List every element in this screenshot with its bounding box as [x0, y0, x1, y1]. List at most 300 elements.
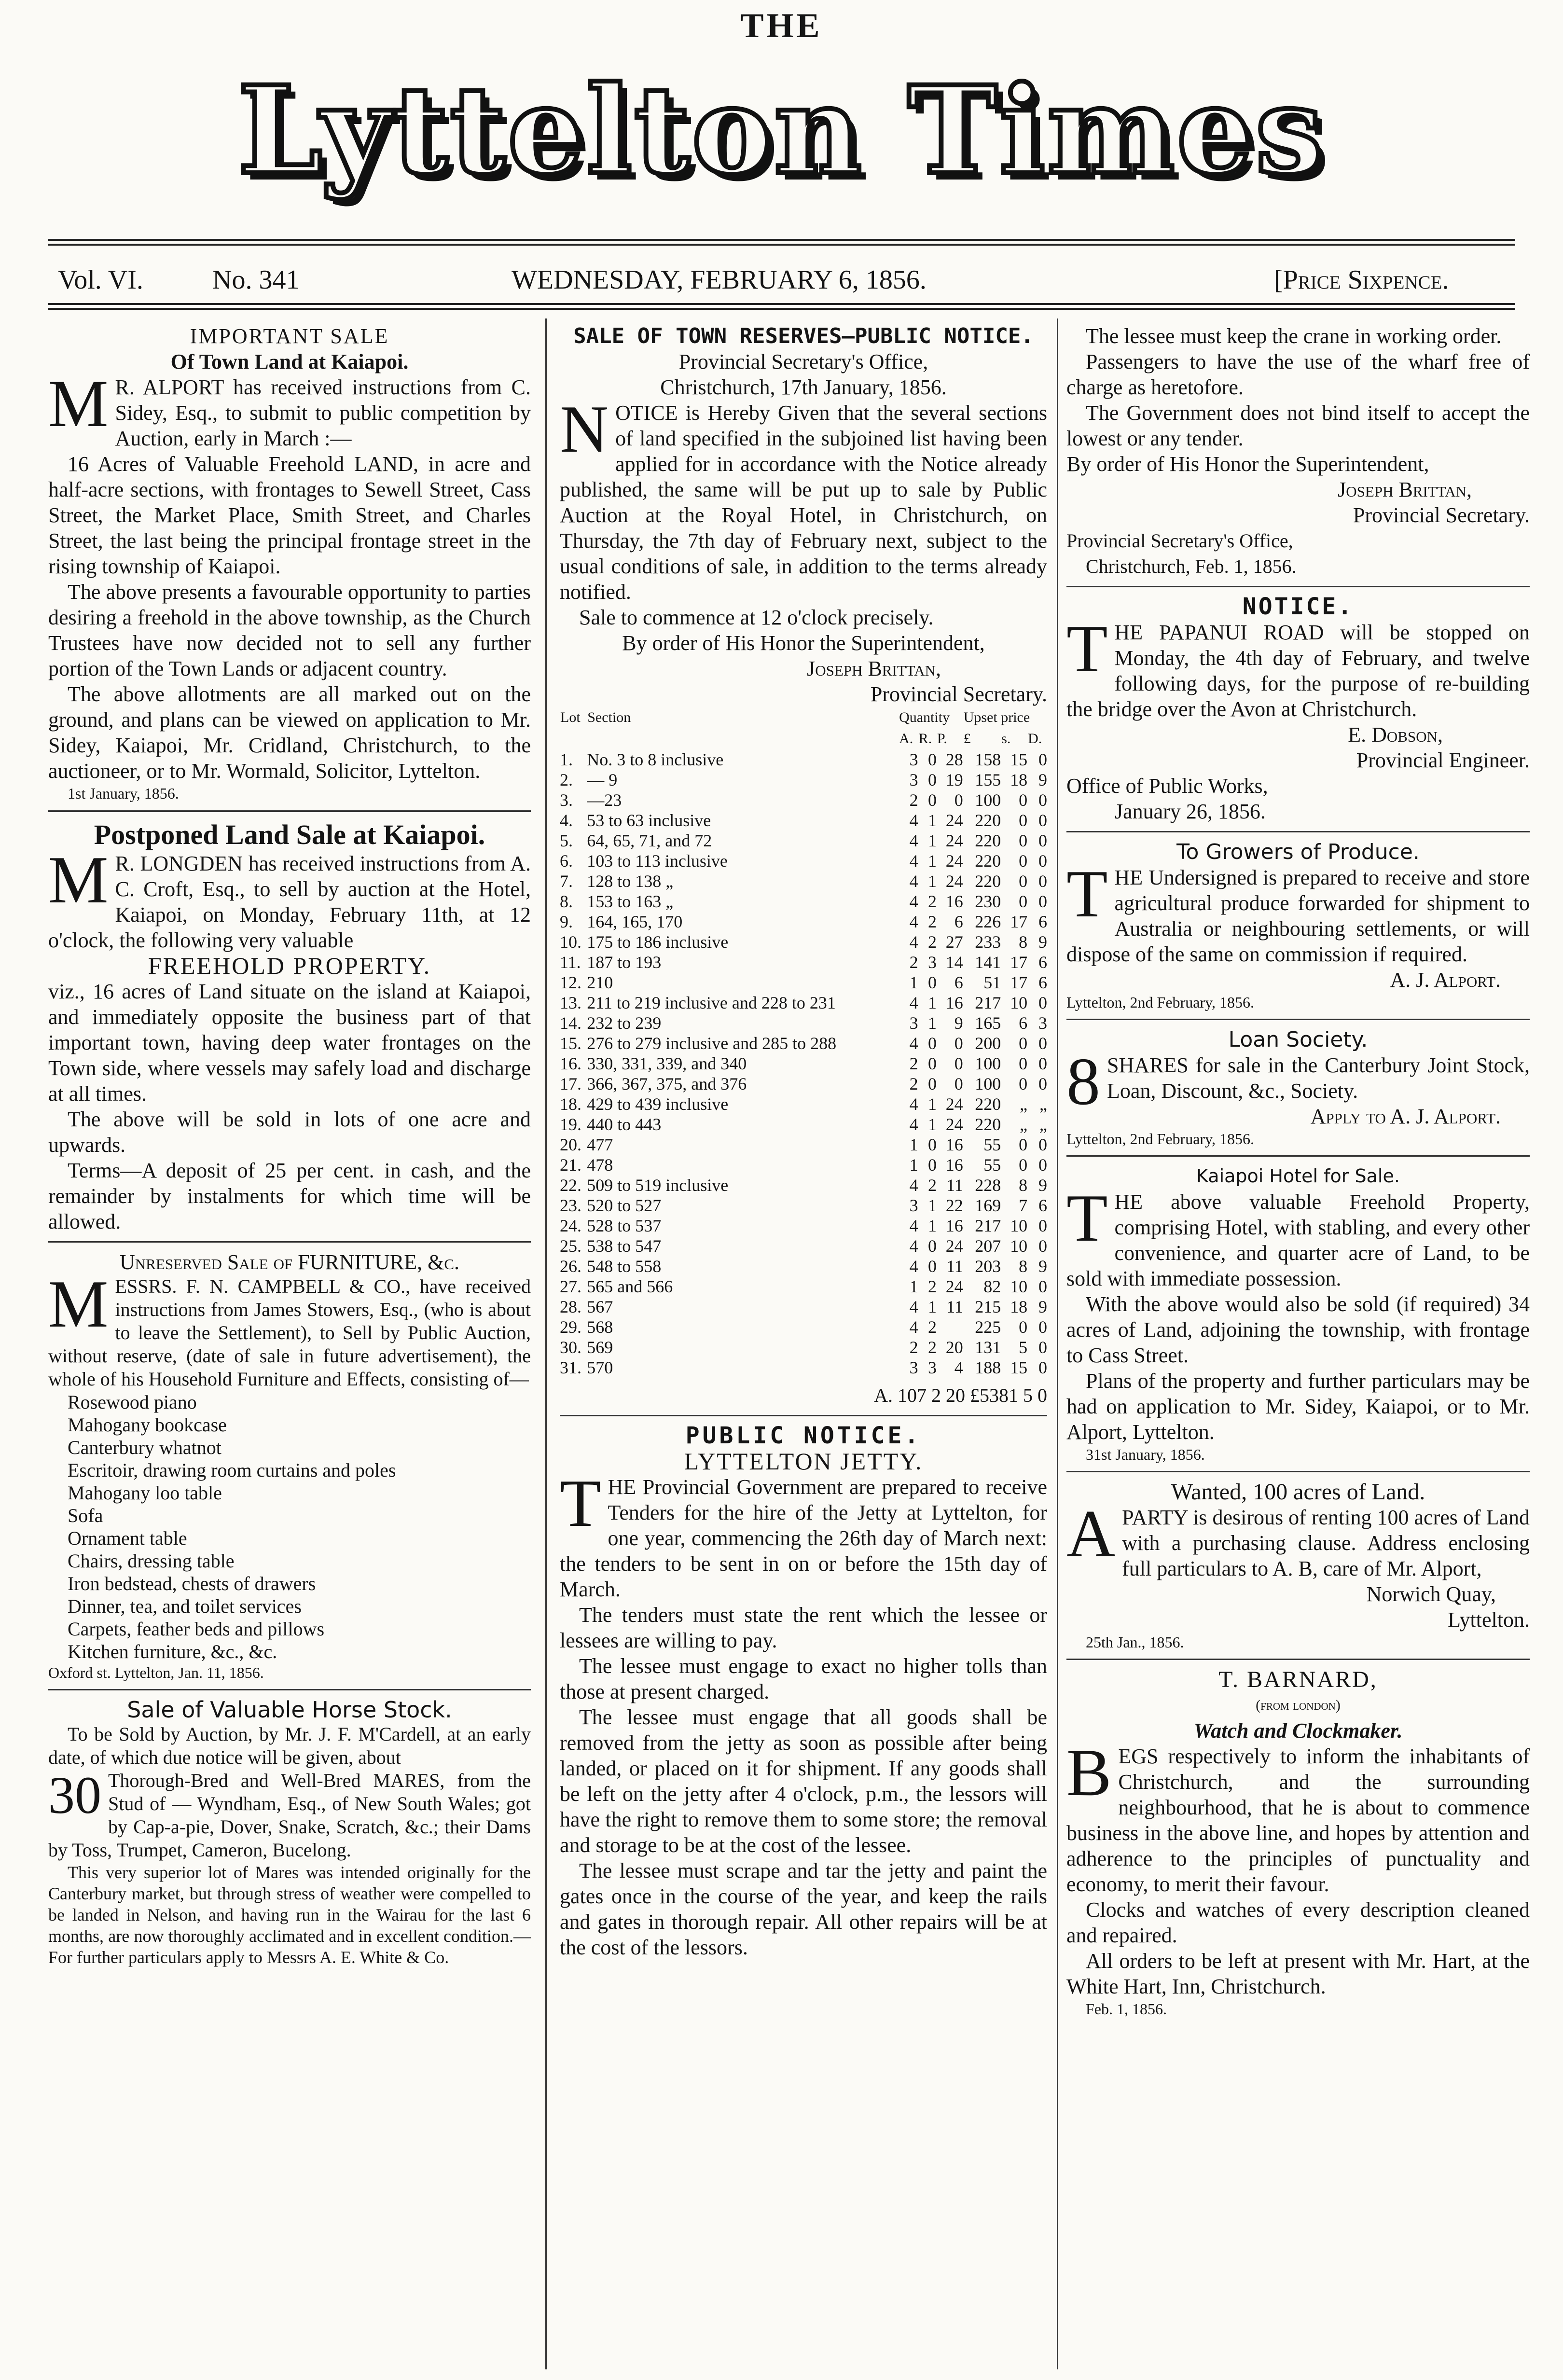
ad-barnard-watchmaker: [1066, 1667, 1530, 2019]
value-cell: 9: [1038, 932, 1047, 952]
value-cell: 0: [1019, 892, 1028, 911]
price: [Price Sixpence.: [1274, 265, 1449, 295]
ad-text: viz., 16 acres of Land situate on the island at Kaiapoi, and immediately opposite the business part of that important town, having deep water frontages on the Town side, where vessels may safely load and discharge at all times.: [48, 980, 531, 1106]
lot-number: 24.: [560, 1216, 581, 1235]
drop-cap: A: [1066, 1496, 1116, 1571]
ad-text: The above will be sold in lots of one acre and upwards.: [48, 1107, 531, 1157]
value-cell: 0: [928, 1257, 937, 1276]
issue-number: No. 341: [212, 265, 300, 295]
value-cell: 19: [945, 770, 963, 789]
table-row: [560, 1236, 1047, 1256]
separator: [48, 1241, 531, 1243]
value-cell: 7: [1019, 1196, 1028, 1215]
value-cell: 24: [945, 831, 963, 850]
value-cell: 6: [954, 912, 963, 931]
value-cell: 2: [928, 932, 937, 952]
table-row: [560, 1094, 1047, 1114]
value-cell: 2: [909, 953, 918, 972]
section-cell: 187 to 193: [587, 953, 662, 972]
list-item: Iron bedstead, chests of drawers: [68, 1573, 316, 1594]
table-row: [560, 1013, 1047, 1033]
value-cell: „: [1039, 1094, 1047, 1114]
value-cell: 6: [1019, 1013, 1028, 1033]
value-cell: 217: [975, 1216, 1001, 1235]
value-cell: 0: [1038, 831, 1047, 850]
lot-number: 5.: [560, 831, 573, 850]
lot-number: 30.: [560, 1338, 581, 1357]
signature-name: E. Dobson,: [1348, 723, 1443, 747]
value-cell: 4: [909, 1257, 918, 1276]
value-cell: 0: [1019, 1054, 1028, 1073]
value-cell: 0: [928, 1074, 937, 1093]
drop-cap: B: [1066, 1735, 1112, 1810]
ad-growers-of-produce: [1066, 839, 1530, 1012]
ad-heading: Sale of Valuable Horse Stock.: [127, 1697, 452, 1723]
value-cell: 17: [1010, 953, 1028, 972]
value-cell: 0: [928, 750, 937, 769]
value-cell: 14: [945, 953, 963, 972]
list-item: Chairs, dressing table: [68, 1550, 235, 1572]
value-cell: 6: [1038, 973, 1047, 992]
value-cell: 0: [1019, 1034, 1028, 1053]
section-cell: 565 and 566: [587, 1277, 673, 1296]
value-cell: 1: [909, 1277, 918, 1296]
lot-number: 22.: [560, 1176, 581, 1195]
value-cell: 169: [975, 1196, 1001, 1215]
value-cell: 15: [1010, 750, 1028, 769]
signature-name: Joseph Brittan,: [1338, 478, 1472, 501]
ad-text: SHARES for sale in the Canterbury Joint Stock, Loan, Discount, &c., Society.: [1107, 1053, 1530, 1103]
table-row: [560, 1276, 1047, 1297]
drop-cap: T: [1066, 857, 1108, 931]
ad-text: HE Provincial Government are prepared to receive Tenders for the hire of the Jetty at Lyttelton, for one year, commencing the 26th day of March next: the tenders to be sent in on or before the 15th day of March.: [560, 1475, 1047, 1601]
value-cell: 3: [909, 1013, 918, 1033]
value-cell: 4: [909, 831, 918, 850]
value-cell: 188: [975, 1358, 1001, 1377]
masthead-the: THE: [740, 6, 823, 45]
value-cell: 0: [1019, 1135, 1028, 1154]
value-cell: 1: [928, 872, 937, 891]
value-cell: 1: [928, 1013, 937, 1033]
lot-number: 2.: [560, 770, 573, 789]
value-cell: 0: [1038, 1074, 1047, 1093]
value-cell: 24: [945, 1115, 963, 1134]
unit-label: s.: [1001, 731, 1011, 747]
section-cell: 153 to 163 „: [587, 892, 674, 911]
value-cell: 1: [928, 1094, 937, 1114]
value-cell: 4: [909, 872, 918, 891]
ad-subheading: LYTTELTON JETTY.: [684, 1448, 923, 1475]
section-cell: 366, 367, 375, and 376: [587, 1074, 747, 1093]
value-cell: 55: [983, 1135, 1001, 1154]
value-cell: 1: [928, 851, 937, 871]
value-cell: 0: [928, 1236, 937, 1256]
lot-number: 6.: [560, 851, 573, 871]
value-cell: 0: [1038, 790, 1047, 810]
ad-text: Thorough-Bred and Well-Bred MARES, from the Stud of — Wyndham, Esq., of New South Wales; got by Cap-a-pie, Dover, Snake, Scratch, &c.; their Dams by Toss, Trumpet, Cameron, Bucelong.: [48, 1770, 531, 1861]
value-cell: 1: [909, 1155, 918, 1175]
value-cell: 16: [945, 1155, 963, 1175]
signature-name: Joseph Brittan,: [807, 657, 941, 680]
ad-text: The tenders must state the rent which the lessee or lessees are willing to pay.: [560, 1603, 1047, 1652]
table-row: [560, 912, 1047, 932]
separator: [1066, 1019, 1530, 1020]
section-cell: 175 to 186 inclusive: [587, 932, 729, 952]
section-cell: 509 to 519 inclusive: [587, 1176, 729, 1195]
office-line: Office of Public Works,: [1066, 774, 1268, 798]
value-cell: 4: [909, 932, 918, 952]
value-cell: 100: [975, 1054, 1001, 1073]
masthead-rule-top: [48, 239, 1515, 241]
ad-date: Oxford st. Lyttelton, Jan. 11, 1856.: [48, 1664, 264, 1681]
unit-label: P.: [937, 731, 947, 747]
value-cell: 27: [945, 932, 963, 952]
value-cell: 16: [945, 1216, 963, 1235]
column-2: [560, 323, 1047, 2369]
value-cell: 100: [975, 790, 1001, 810]
value-cell: 82: [983, 1277, 1001, 1296]
lot-number: 8.: [560, 892, 573, 911]
ad-heading: Loan Society.: [1228, 1027, 1368, 1052]
ad-text: 16 Acres of Valuable Freehold LAND, in acre and half-acre sections, with frontages to Sewell Street, Cass Street, the Market Place, Smith Street, and Charles Street, the last being the principal frontage street in the rising township of Kaiapoi.: [48, 452, 531, 578]
dateline-rule: [48, 303, 1515, 305]
signature-title: Provincial Secretary.: [870, 682, 1047, 706]
ad-heading: Wanted, 100 acres of Land.: [1171, 1479, 1425, 1505]
ad-text: The Government does not bind itself to accept the lowest or any tender.: [1066, 401, 1530, 450]
list-item: Mahogany bookcase: [68, 1414, 227, 1436]
separator: [48, 810, 531, 812]
table-row: [560, 1155, 1047, 1175]
table-units-row: [560, 728, 1047, 749]
value-cell: 1: [928, 811, 937, 830]
drop-cap: T: [1066, 611, 1108, 686]
issue-date: WEDNESDAY, FEBRUARY 6, 1856.: [512, 265, 927, 295]
section-cell: 232 to 239: [587, 1013, 662, 1033]
ad-text: HE PAPANUI ROAD will be stopped on Monday, the 4th day of February, and twelve following days, for the purpose of re-building the bridge over the Avon at Christchurch.: [1066, 621, 1530, 721]
value-cell: 1: [928, 993, 937, 1012]
value-cell: 5: [1019, 1338, 1028, 1357]
value-cell: 0: [1038, 993, 1047, 1012]
column-header: Section: [587, 709, 631, 725]
table-row: [560, 891, 1047, 912]
column-divider-2: [1057, 318, 1058, 2369]
value-cell: 4: [909, 1115, 918, 1134]
ad-text: R. LONGDEN has received instructions from A. C. Croft, Esq., to sell by auction at the Hotel, Kaiapoi, on Monday, February 11th, at 12 o'clock, the following very valuable: [48, 852, 531, 952]
value-cell: 2: [928, 1176, 937, 1195]
ad-text: EGS respectively to inform the inhabitants of Christchurch, and the surrounding neighbourhood, that he is about to commence business in the above line, and hopes by attention and adherence to the principles of punctuality and economy, to merit their favour.: [1066, 1744, 1530, 1896]
table-total: A. 107 2 20 £5381 5 0: [874, 1384, 1047, 1406]
value-cell: 225: [975, 1317, 1001, 1337]
list-item: Canterbury whatnot: [68, 1437, 221, 1458]
list-item: Sofa: [68, 1505, 103, 1526]
value-cell: 0: [928, 770, 937, 789]
value-cell: 24: [945, 1277, 963, 1296]
value-cell: 155: [975, 770, 1001, 789]
ad-heading: SALE OF TOWN RESERVES—PUBLIC NOTICE.: [573, 324, 1034, 348]
drop-cap: M: [48, 843, 109, 917]
value-cell: 217: [975, 993, 1001, 1012]
lot-number: 31.: [560, 1358, 581, 1377]
value-cell: 0: [1038, 1317, 1047, 1337]
section-cell: 528 to 537: [587, 1216, 662, 1235]
list-item: Mahogany loo table: [68, 1482, 222, 1504]
value-cell: 0: [1019, 872, 1028, 891]
value-cell: 24: [945, 811, 963, 830]
column-header: Quantity: [899, 709, 950, 725]
value-cell: 220: [975, 872, 1001, 891]
signature-title: Provincial Secretary.: [1353, 503, 1530, 527]
value-cell: 0: [928, 1034, 937, 1053]
value-cell: 207: [975, 1236, 1001, 1256]
masthead-rule-top-2: [48, 244, 1515, 246]
value-cell: 0: [1019, 851, 1028, 871]
value-cell: 0: [1038, 1236, 1047, 1256]
value-cell: 228: [975, 1176, 1001, 1195]
value-cell: 18: [1010, 770, 1028, 789]
section-cell: 568: [587, 1317, 613, 1337]
column-1: [48, 323, 531, 2369]
value-cell: 8: [1019, 932, 1028, 952]
value-cell: 0: [1038, 1155, 1047, 1175]
table-row: [560, 1114, 1047, 1135]
value-cell: 1: [909, 973, 918, 992]
value-cell: 100: [975, 1074, 1001, 1093]
value-cell: 4: [909, 892, 918, 911]
lot-number: 18.: [560, 1094, 581, 1114]
value-cell: 4: [909, 912, 918, 931]
ad-text: HE above valuable Freehold Property, comprising Hotel, with stabling, and every other convenience, and quarter acre of Land, to be sold with immediate possession.: [1066, 1190, 1530, 1290]
separator: [1066, 1471, 1530, 1472]
ad-text: HE Undersigned is prepared to receive and store agricultural produce forwarded for shipment to Australia or neighbouring settlements, or will dispose of the same on commission if required.: [1066, 866, 1530, 966]
lot-number: 11.: [560, 953, 581, 972]
value-cell: 9: [1038, 1297, 1047, 1316]
value-cell: 0: [1019, 1155, 1028, 1175]
value-cell: 233: [975, 932, 1001, 952]
value-cell: 0: [1038, 750, 1047, 769]
value-cell: 203: [975, 1257, 1001, 1276]
table-row: [560, 1195, 1047, 1216]
value-cell: 220: [975, 1094, 1001, 1114]
masthead: [0, 0, 1563, 227]
value-cell: 0: [954, 1054, 963, 1073]
value-cell: 2: [928, 912, 937, 931]
ad-text: By order of His Honor the Superintendent,: [622, 631, 985, 655]
signature-name: Apply to A. J. Alport.: [1310, 1105, 1501, 1128]
ad-text: ESSRS. F. N. CAMPBELL & CO., have received instructions from James Stowers, Esq., (who is about to leave the Settlement), to Sell by Public Auction, without reserve, (date of sale in future advertisement), the whole of his Household Furniture and Effects, consisting of—: [48, 1275, 531, 1390]
ad-subheading: (from london): [1256, 1697, 1341, 1713]
lot-number: 26.: [560, 1257, 581, 1276]
section-cell: — 9: [587, 770, 618, 789]
unit-label: D.: [1028, 731, 1042, 747]
value-cell: 9: [1038, 1176, 1047, 1195]
drop-cap: T: [1066, 1181, 1108, 1256]
place-date: Christchurch, 17th January, 1856.: [660, 375, 947, 399]
value-cell: 55: [983, 1155, 1001, 1175]
section-cell: 103 to 113 inclusive: [587, 851, 728, 871]
table-row: [560, 1053, 1047, 1074]
ad-text: Passengers to have the use of the wharf free of charge as heretofore.: [1066, 350, 1530, 399]
table-row: [560, 851, 1047, 871]
ad-kaiapoi-hotel: [1066, 1163, 1530, 1464]
drop-number: 30: [48, 1766, 101, 1825]
value-cell: 220: [975, 1115, 1001, 1134]
value-cell: 9: [1038, 770, 1047, 789]
value-cell: 24: [945, 872, 963, 891]
ad-date: Feb. 1, 1856.: [1086, 2000, 1167, 2018]
lot-number: 27.: [560, 1277, 581, 1296]
value-cell: 0: [1038, 1135, 1047, 1154]
value-cell: 0: [1038, 892, 1047, 911]
lot-number: 14.: [560, 1013, 581, 1033]
section-cell: 429 to 439 inclusive: [587, 1094, 729, 1114]
value-cell: 6: [1038, 953, 1047, 972]
ad-text: All orders to be left at present with Mr. Hart, at the White Hart, Inn, Christchurch.: [1066, 1949, 1530, 1998]
ad-papanui-road-notice: [1066, 594, 1530, 824]
value-cell: 4: [909, 851, 918, 871]
ad-date: Lyttelton, 2nd February, 1856.: [1066, 1130, 1254, 1148]
value-cell: 24: [945, 1094, 963, 1114]
table-row: [560, 749, 1047, 770]
separator: [1066, 1659, 1530, 1660]
table-row: [560, 1074, 1047, 1094]
ad-heading: Postponed Land Sale at Kaiapoi.: [94, 819, 485, 850]
ad-subheading: FREEHOLD PROPERTY.: [148, 952, 431, 979]
signature-title: Provincial Engineer.: [1356, 748, 1530, 772]
value-cell: 1: [928, 1297, 937, 1316]
value-cell: 1: [909, 1135, 918, 1154]
ad-heading: T. BARNARD,: [1218, 1667, 1378, 1692]
value-cell: 1: [928, 1216, 937, 1235]
value-cell: 4: [909, 811, 918, 830]
value-cell: 18: [1010, 1297, 1028, 1316]
value-cell: 0: [1019, 811, 1028, 830]
ad-jetty-continued: [1066, 323, 1530, 579]
value-cell: 24: [945, 1236, 963, 1256]
value-cell: 2: [928, 1317, 937, 1337]
lot-number: 16.: [560, 1054, 581, 1073]
table-row: [560, 1256, 1047, 1276]
section-cell: 538 to 547: [587, 1236, 662, 1256]
separator: [560, 1415, 1047, 1416]
section-cell: 570: [587, 1358, 613, 1377]
value-cell: 0: [1038, 1338, 1047, 1357]
value-cell: 10: [1010, 1277, 1028, 1296]
lots-table-body: [560, 749, 1047, 1378]
ad-text: To be Sold by Auction, by Mr. J. F. M'Cardell, at an early date, of which due notice will be given, about: [48, 1723, 531, 1768]
table-row: [560, 1033, 1047, 1053]
value-cell: 0: [928, 973, 937, 992]
value-cell: 0: [954, 1074, 963, 1093]
list-item: Kitchen furniture, &c., &c.: [68, 1641, 277, 1662]
value-cell: 8: [1019, 1257, 1028, 1276]
newspaper-title: Lyttelton Times: [237, 59, 1326, 201]
value-cell: 215: [975, 1297, 1001, 1316]
value-cell: 9: [954, 1013, 963, 1033]
value-cell: 3: [928, 953, 937, 972]
value-cell: 1: [928, 831, 937, 850]
ad-text: OTICE is Hereby Given that the several sections of land specified in the subjoined list having been applied for in accordance with the Notice already published, the same will be put up to sale by Public Auction at the Royal Hotel, in Christchurch, on Thursday, the 7th day of February next, subject to the usual conditions of sale, in addition to the terms already notified.: [560, 401, 1047, 604]
list-item: Escritoir, drawing room curtains and poles: [68, 1459, 396, 1481]
value-cell: 3: [928, 1358, 937, 1377]
table-row: [560, 810, 1047, 830]
section-cell: 276 to 279 inclusive and 285 to 288: [587, 1034, 837, 1053]
value-cell: 3: [1038, 1013, 1047, 1033]
ad-heading: Unreserved Sale of FURNITURE, &c.: [119, 1250, 459, 1274]
column-header: Upset price: [963, 709, 1030, 725]
ad-text: The above presents a favourable opportunity to parties desiring a freehold in the above township, as the Church Trustees have now decided not to sell any further portion of the Town Lands or adjacent country.: [48, 580, 531, 680]
section-cell: 210: [587, 973, 613, 992]
value-cell: „: [1020, 1094, 1028, 1114]
ad-text: The lessee must engage to exact no higher tolls than those at present charged.: [560, 1654, 1047, 1703]
ad-text: By order of His Honor the Superintendent,: [1066, 452, 1429, 476]
ad-heading: Kaiapoi Hotel for Sale.: [1196, 1165, 1400, 1187]
unit-label: R.: [918, 731, 932, 747]
unit-label: £: [963, 731, 971, 747]
value-cell: 6: [1038, 1196, 1047, 1215]
value-cell: 2: [928, 1338, 937, 1357]
value-cell: 0: [1038, 1216, 1047, 1235]
ad-text: Plans of the property and further particulars may be had on application to Mr. Sidey, Kaiapoi, or to Mr. Alport, Lyttelton.: [1066, 1369, 1530, 1444]
table-row: [560, 1297, 1047, 1317]
value-cell: 2: [909, 1074, 918, 1093]
table-row: [560, 1175, 1047, 1195]
address-line: Lyttelton.: [1448, 1608, 1530, 1632]
ad-text: The lessee must engage that all goods shall be removed from the jetty as soon as possible after being landed, or placed on it for shipment. If any goods shall be left on the jetty after 4 o'clock, p.m., the lessors will have the right to remove them to some store; the removal and storage to be at the cost of the lessee.: [560, 1705, 1047, 1857]
value-cell: 4: [909, 1317, 918, 1337]
list-item: Dinner, tea, and toilet services: [68, 1595, 302, 1617]
ad-text: The lessee must scrape and tar the jetty and paint the gates once in the course of the year, and keep the rails and gates in thorough repair. All other repairs will be at the cost of the lessors.: [560, 1859, 1047, 1959]
value-cell: 0: [1019, 790, 1028, 810]
separator: [48, 1689, 531, 1690]
drop-cap: M: [48, 1267, 109, 1342]
office-line: Provincial Secretary's Office,: [678, 350, 928, 374]
lot-number: 23.: [560, 1196, 581, 1215]
separator: [1066, 1155, 1530, 1157]
value-cell: 4: [909, 993, 918, 1012]
value-cell: 0: [928, 1054, 937, 1073]
value-cell: 2: [909, 1054, 918, 1073]
table-row: [560, 993, 1047, 1013]
section-cell: 330, 331, 339, and 340: [587, 1054, 747, 1073]
column-3: [1066, 323, 1530, 2369]
value-cell: 220: [975, 811, 1001, 830]
value-cell: 22: [945, 1196, 963, 1215]
value-cell: 17: [1010, 912, 1028, 931]
value-cell: 0: [1038, 1358, 1047, 1377]
value-cell: 3: [909, 1358, 918, 1377]
section-cell: 567: [587, 1297, 613, 1316]
value-cell: 10: [1010, 1216, 1028, 1235]
ad-horse-stock: [48, 1697, 531, 1968]
ad-date: 1st January, 1856.: [68, 785, 179, 802]
value-cell: 0: [954, 790, 963, 810]
lot-number: 1.: [560, 750, 573, 769]
section-cell: 477: [587, 1135, 613, 1154]
furniture-list: [48, 1391, 531, 1663]
table-row: [560, 871, 1047, 891]
separator: [1066, 586, 1530, 587]
value-cell: 6: [954, 973, 963, 992]
section-cell: 520 to 527: [587, 1196, 662, 1215]
ad-text: Clocks and watches of every description cleaned and repaired.: [1066, 1898, 1530, 1947]
office-line: Provincial Secretary's Office,: [1066, 530, 1293, 552]
value-cell: 141: [975, 953, 1001, 972]
table-row: [560, 1135, 1047, 1155]
value-cell: 3: [909, 770, 918, 789]
list-item: Rosewood piano: [68, 1391, 197, 1413]
value-cell: 28: [945, 750, 963, 769]
value-cell: 2: [928, 1277, 937, 1296]
